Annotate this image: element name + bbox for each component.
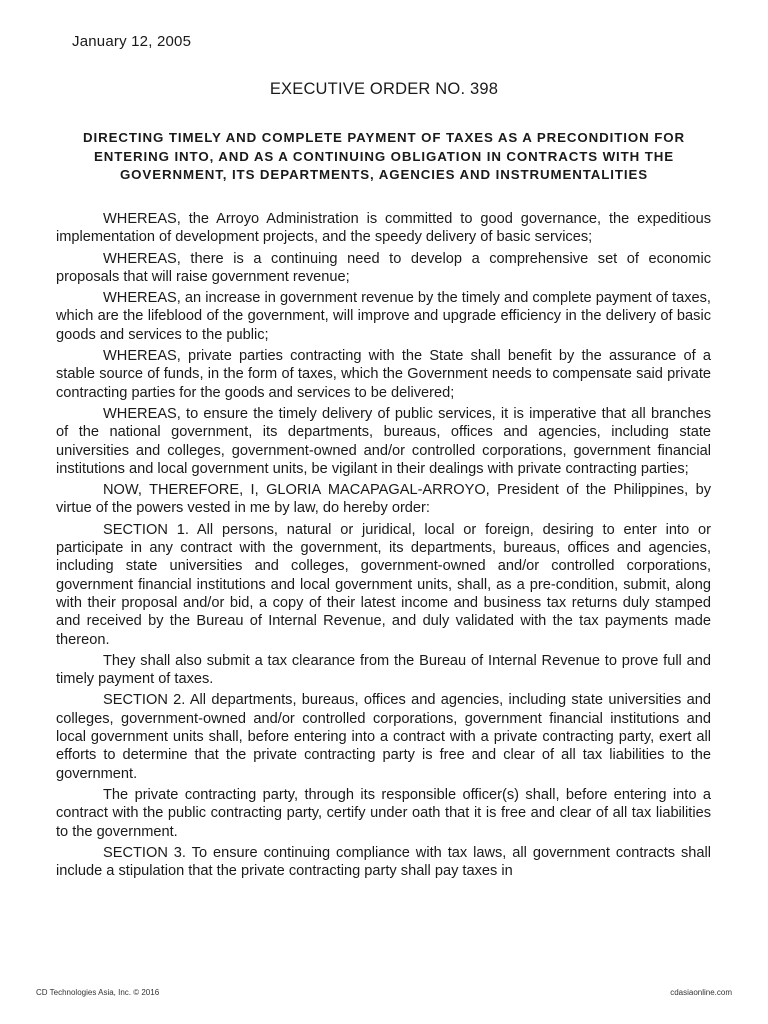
paragraph-whereas-5: WHEREAS, to ensure the timely delivery of public services, it is imperative that all branches of the national government, its departments, bureaus, offices and agencies, including state universities and colleges, government-owned and/or controlled corporations, government financial institutions and local government units, be vigilant in their dealings with private contracting parties; — [56, 405, 711, 477]
paragraph-section-2-certification: The private contracting party, through its responsible officer(s) shall, before entering into a contract with the public contracting party, certify under oath that it is free and clear of all tax liabilities to the government. — [56, 786, 711, 840]
document-date: January 12, 2005 — [72, 33, 192, 50]
paragraph-whereas-3: WHEREAS, an increase in government revenue by the timely and complete payment of taxes, which are the lifeblood of the government, will improve and upgrade efficiency in the delivery of basic goods and services to the public; — [56, 290, 711, 343]
footer-website: cdasiaonline.com — [670, 988, 732, 997]
footer-copyright: CD Technologies Asia, Inc. © 2016 — [36, 988, 160, 997]
paragraph-section-3: SECTION 3. To ensure continuing compliance with tax laws, all government contracts shall include a stipulation that the private contracting party shall pay taxes in — [56, 844, 711, 880]
paragraph-now-therefore: NOW, THEREFORE, I, GLORIA MACAPAGAL-ARROYO, President of the Philippines, by virtue of the powers vested in me by law, do hereby order: — [56, 482, 711, 517]
document-subtitle: DIRECTING TIMELY AND COMPLETE PAYMENT OF TAXES AS A PRECONDITION FOR ENTERING INTO, AND AS A CONTINUING OBLIGATION IN CONTRACTS WITH THE GOVERNMENT, ITS DEPARTMENTS, AGENCIES AND INSTRUMENTALITIES — [83, 130, 685, 182]
paragraph-section-1-tax-clearance: They shall also submit a tax clearance from the Bureau of Internal Revenue to prove full and timely payment of taxes. — [56, 652, 711, 688]
paragraph-section-1: SECTION 1. All persons, natural or juridical, local or foreign, desiring to enter into or participate in any contract with the government, its departments, bureaus, offices and agencies, including state universities and colleges, government-owned and/or controlled corporations, government financial institutions and local government units, shall, as a pre-condition, submit, along with their proposal and/or bid, a copy of their latest income and business tax returns duly stamped and received by the Bureau of Internal Revenue, and duly validated with the tax payments made thereon. — [56, 521, 711, 648]
paragraph-section-2: SECTION 2. All departments, bureaus, offices and agencies, including state universities and colleges, government-owned and/or controlled corporations, government financial institutions and local government units shall, before entering into a contract with a private contracting party, exert all efforts to determine that the private contracting party is free and clear of all tax liabilities to the government. — [56, 692, 711, 782]
paragraph-whereas-2: WHEREAS, there is a continuing need to develop a comprehensive set of economic proposals that will raise government revenue; — [56, 250, 711, 285]
paragraph-whereas-1: WHEREAS, the Arroyo Administration is committed to good governance, the expeditious implementation of development projects, and the speedy delivery of basic services; — [56, 211, 711, 246]
document-title: EXECUTIVE ORDER NO. 398 — [269, 80, 499, 98]
document-body — [56, 210, 711, 883]
paragraph-whereas-4: WHEREAS, private parties contracting with the State shall benefit by the assurance of a stable source of funds, in the form of taxes, which the Government needs to compensate said private contracting parties for the goods and services to be delivered; — [56, 348, 711, 401]
